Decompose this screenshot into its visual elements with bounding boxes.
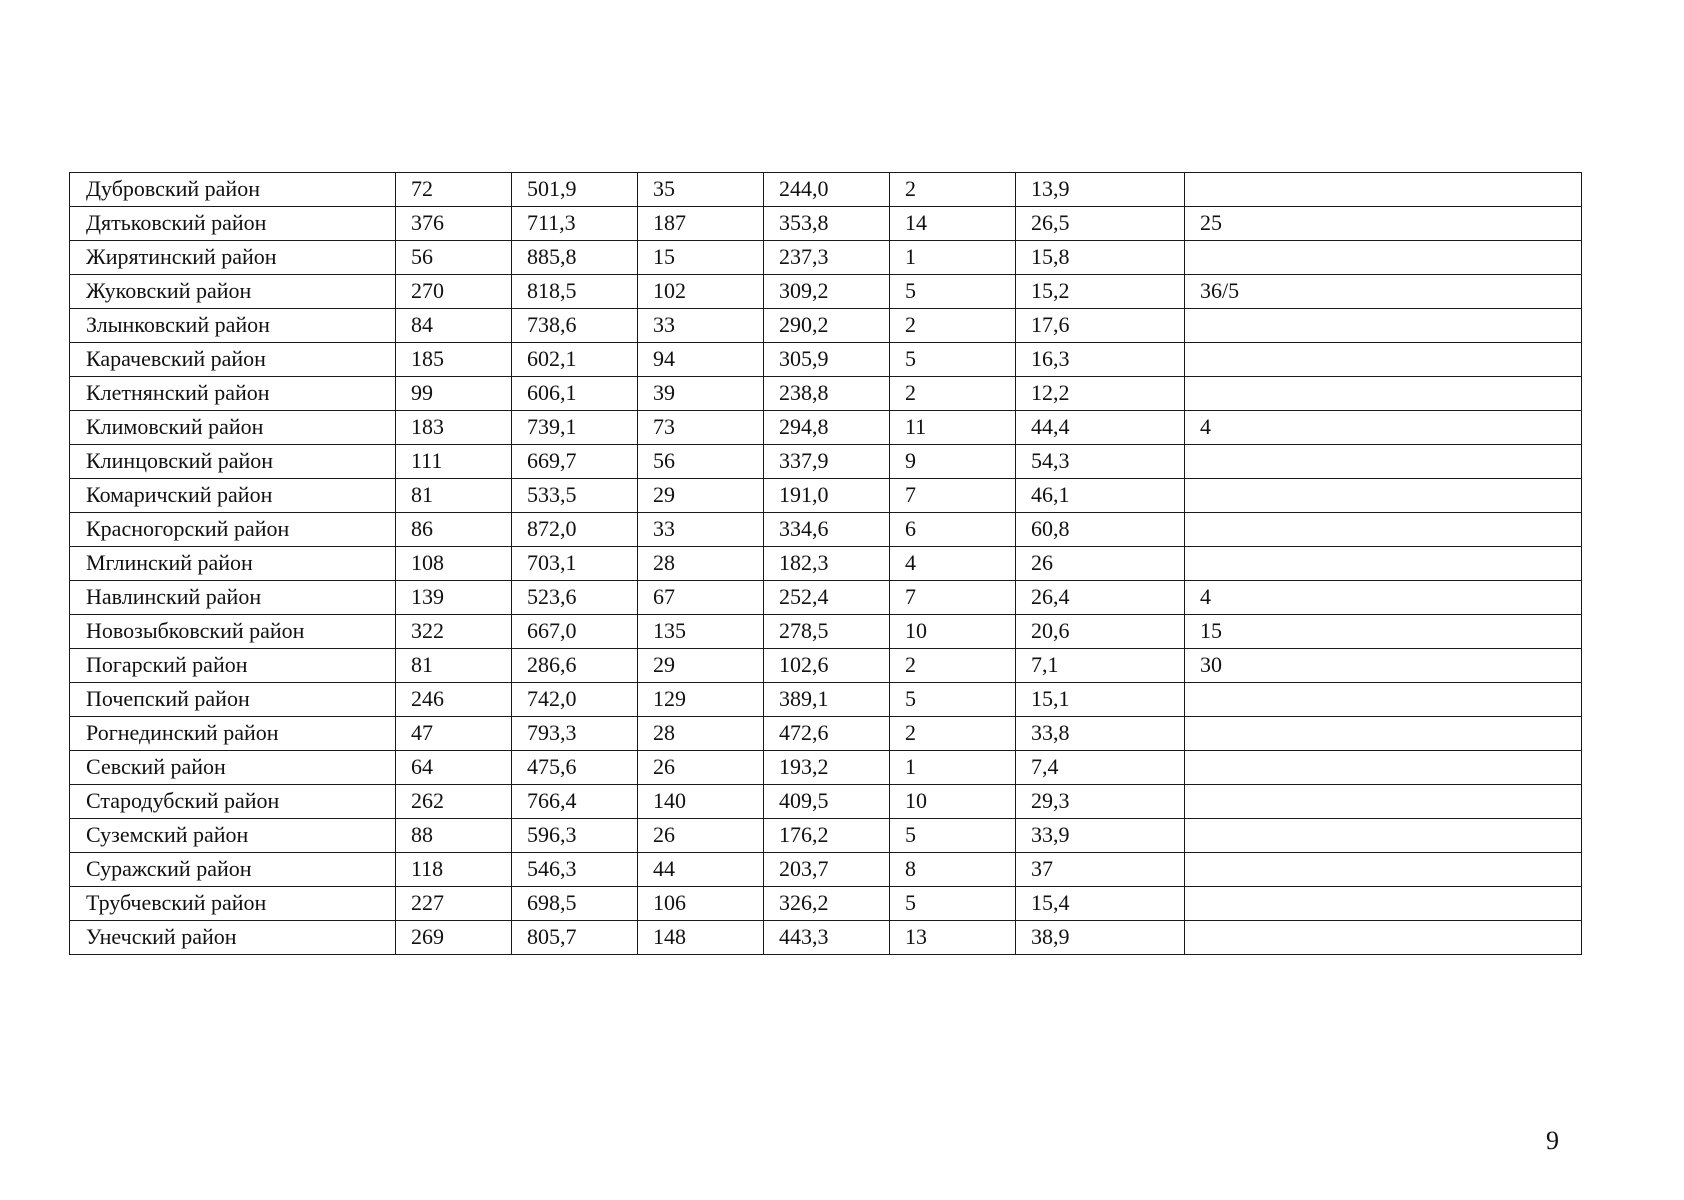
table-row bbox=[70, 751, 1582, 785]
value-cell-col-6: 16,3 bbox=[1016, 343, 1185, 377]
district-statistics-table bbox=[69, 172, 1582, 955]
value-cell-col-1: 322 bbox=[396, 615, 512, 649]
value-cell-col-7 bbox=[1185, 717, 1582, 751]
value-cell-col-2: 739,1 bbox=[512, 411, 638, 445]
value-cell-col-2: 766,4 bbox=[512, 785, 638, 819]
value-cell-col-1: 64 bbox=[396, 751, 512, 785]
value-cell-col-5: 2 bbox=[890, 309, 1016, 343]
value-cell-col-5: 7 bbox=[890, 581, 1016, 615]
value-cell-col-2: 711,3 bbox=[512, 207, 638, 241]
district-name-cell: Комаричский район bbox=[70, 479, 396, 513]
value-cell-col-3: 33 bbox=[638, 513, 764, 547]
table-row bbox=[70, 853, 1582, 887]
value-cell-col-3: 73 bbox=[638, 411, 764, 445]
value-cell-col-1: 81 bbox=[396, 649, 512, 683]
district-name-cell: Дятьковский район bbox=[70, 207, 396, 241]
value-cell-col-4: 337,9 bbox=[764, 445, 890, 479]
value-cell-col-1: 86 bbox=[396, 513, 512, 547]
value-cell-col-7: 30 bbox=[1185, 649, 1582, 683]
value-cell-col-2: 501,9 bbox=[512, 173, 638, 207]
value-cell-col-4: 334,6 bbox=[764, 513, 890, 547]
value-cell-col-4: 443,3 bbox=[764, 921, 890, 955]
table-row bbox=[70, 887, 1582, 921]
value-cell-col-6: 29,3 bbox=[1016, 785, 1185, 819]
value-cell-col-6: 33,8 bbox=[1016, 717, 1185, 751]
value-cell-col-4: 102,6 bbox=[764, 649, 890, 683]
value-cell-col-4: 290,2 bbox=[764, 309, 890, 343]
value-cell-col-5: 5 bbox=[890, 683, 1016, 717]
value-cell-col-3: 140 bbox=[638, 785, 764, 819]
value-cell-col-1: 270 bbox=[396, 275, 512, 309]
value-cell-col-3: 29 bbox=[638, 649, 764, 683]
value-cell-col-1: 84 bbox=[396, 309, 512, 343]
table-row bbox=[70, 207, 1582, 241]
value-cell-col-4: 353,8 bbox=[764, 207, 890, 241]
value-cell-col-1: 81 bbox=[396, 479, 512, 513]
value-cell-col-5: 1 bbox=[890, 241, 1016, 275]
value-cell-col-6: 33,9 bbox=[1016, 819, 1185, 853]
value-cell-col-7 bbox=[1185, 751, 1582, 785]
value-cell-col-6: 17,6 bbox=[1016, 309, 1185, 343]
value-cell-col-3: 15 bbox=[638, 241, 764, 275]
value-cell-col-6: 20,6 bbox=[1016, 615, 1185, 649]
value-cell-col-1: 56 bbox=[396, 241, 512, 275]
value-cell-col-5: 5 bbox=[890, 819, 1016, 853]
value-cell-col-2: 546,3 bbox=[512, 853, 638, 887]
value-cell-col-4: 252,4 bbox=[764, 581, 890, 615]
value-cell-col-2: 738,6 bbox=[512, 309, 638, 343]
table-row bbox=[70, 683, 1582, 717]
value-cell-col-5: 2 bbox=[890, 649, 1016, 683]
value-cell-col-4: 472,6 bbox=[764, 717, 890, 751]
value-cell-col-2: 475,6 bbox=[512, 751, 638, 785]
value-cell-col-4: 305,9 bbox=[764, 343, 890, 377]
district-name-cell: Дубровский район bbox=[70, 173, 396, 207]
district-name-cell: Севский район bbox=[70, 751, 396, 785]
value-cell-col-5: 2 bbox=[890, 717, 1016, 751]
district-name-cell: Новозыбковский район bbox=[70, 615, 396, 649]
value-cell-col-2: 805,7 bbox=[512, 921, 638, 955]
value-cell-col-7 bbox=[1185, 853, 1582, 887]
value-cell-col-4: 238,8 bbox=[764, 377, 890, 411]
value-cell-col-1: 118 bbox=[396, 853, 512, 887]
value-cell-col-3: 33 bbox=[638, 309, 764, 343]
value-cell-col-1: 269 bbox=[396, 921, 512, 955]
value-cell-col-4: 294,8 bbox=[764, 411, 890, 445]
value-cell-col-1: 72 bbox=[396, 173, 512, 207]
value-cell-col-1: 99 bbox=[396, 377, 512, 411]
value-cell-col-3: 106 bbox=[638, 887, 764, 921]
table-row bbox=[70, 411, 1582, 445]
value-cell-col-3: 26 bbox=[638, 819, 764, 853]
value-cell-col-6: 46,1 bbox=[1016, 479, 1185, 513]
district-name-cell: Мглинский район bbox=[70, 547, 396, 581]
table-row bbox=[70, 717, 1582, 751]
value-cell-col-4: 193,2 bbox=[764, 751, 890, 785]
value-cell-col-6: 38,9 bbox=[1016, 921, 1185, 955]
table-row bbox=[70, 275, 1582, 309]
value-cell-col-4: 244,0 bbox=[764, 173, 890, 207]
value-cell-col-3: 187 bbox=[638, 207, 764, 241]
value-cell-col-4: 309,2 bbox=[764, 275, 890, 309]
value-cell-col-3: 28 bbox=[638, 547, 764, 581]
table-row bbox=[70, 513, 1582, 547]
value-cell-col-5: 6 bbox=[890, 513, 1016, 547]
value-cell-col-7: 4 bbox=[1185, 581, 1582, 615]
table-row bbox=[70, 445, 1582, 479]
value-cell-col-2: 602,1 bbox=[512, 343, 638, 377]
value-cell-col-2: 286,6 bbox=[512, 649, 638, 683]
value-cell-col-7 bbox=[1185, 819, 1582, 853]
value-cell-col-2: 872,0 bbox=[512, 513, 638, 547]
value-cell-col-4: 237,3 bbox=[764, 241, 890, 275]
district-name-cell: Унечский район bbox=[70, 921, 396, 955]
value-cell-col-2: 606,1 bbox=[512, 377, 638, 411]
value-cell-col-1: 227 bbox=[396, 887, 512, 921]
value-cell-col-7 bbox=[1185, 785, 1582, 819]
value-cell-col-6: 7,4 bbox=[1016, 751, 1185, 785]
value-cell-col-1: 111 bbox=[396, 445, 512, 479]
value-cell-col-7 bbox=[1185, 513, 1582, 547]
value-cell-col-5: 5 bbox=[890, 887, 1016, 921]
district-name-cell: Погарский район bbox=[70, 649, 396, 683]
value-cell-col-3: 67 bbox=[638, 581, 764, 615]
value-cell-col-2: 793,3 bbox=[512, 717, 638, 751]
value-cell-col-1: 262 bbox=[396, 785, 512, 819]
table-row bbox=[70, 649, 1582, 683]
value-cell-col-3: 39 bbox=[638, 377, 764, 411]
value-cell-col-3: 148 bbox=[638, 921, 764, 955]
value-cell-col-6: 60,8 bbox=[1016, 513, 1185, 547]
district-name-cell: Суземский район bbox=[70, 819, 396, 853]
value-cell-col-1: 139 bbox=[396, 581, 512, 615]
value-cell-col-7 bbox=[1185, 377, 1582, 411]
value-cell-col-6: 12,2 bbox=[1016, 377, 1185, 411]
value-cell-col-6: 7,1 bbox=[1016, 649, 1185, 683]
district-name-cell: Почепский район bbox=[70, 683, 396, 717]
table-body bbox=[70, 173, 1582, 955]
table-row bbox=[70, 377, 1582, 411]
table-row bbox=[70, 615, 1582, 649]
value-cell-col-3: 28 bbox=[638, 717, 764, 751]
value-cell-col-7 bbox=[1185, 445, 1582, 479]
value-cell-col-3: 135 bbox=[638, 615, 764, 649]
value-cell-col-3: 26 bbox=[638, 751, 764, 785]
value-cell-col-2: 818,5 bbox=[512, 275, 638, 309]
value-cell-col-5: 10 bbox=[890, 615, 1016, 649]
value-cell-col-4: 278,5 bbox=[764, 615, 890, 649]
value-cell-col-7 bbox=[1185, 173, 1582, 207]
value-cell-col-1: 47 bbox=[396, 717, 512, 751]
table-row bbox=[70, 309, 1582, 343]
value-cell-col-7 bbox=[1185, 921, 1582, 955]
value-cell-col-6: 15,1 bbox=[1016, 683, 1185, 717]
value-cell-col-5: 13 bbox=[890, 921, 1016, 955]
value-cell-col-4: 389,1 bbox=[764, 683, 890, 717]
value-cell-col-6: 15,8 bbox=[1016, 241, 1185, 275]
table-row bbox=[70, 581, 1582, 615]
value-cell-col-6: 13,9 bbox=[1016, 173, 1185, 207]
table-row bbox=[70, 921, 1582, 955]
value-cell-col-7 bbox=[1185, 683, 1582, 717]
value-cell-col-7 bbox=[1185, 479, 1582, 513]
value-cell-col-1: 246 bbox=[396, 683, 512, 717]
value-cell-col-5: 5 bbox=[890, 275, 1016, 309]
value-cell-col-6: 44,4 bbox=[1016, 411, 1185, 445]
value-cell-col-6: 37 bbox=[1016, 853, 1185, 887]
value-cell-col-5: 2 bbox=[890, 173, 1016, 207]
value-cell-col-7 bbox=[1185, 241, 1582, 275]
table-row bbox=[70, 547, 1582, 581]
value-cell-col-5: 14 bbox=[890, 207, 1016, 241]
value-cell-col-1: 88 bbox=[396, 819, 512, 853]
district-name-cell: Жирятинский район bbox=[70, 241, 396, 275]
value-cell-col-3: 56 bbox=[638, 445, 764, 479]
table-row bbox=[70, 241, 1582, 275]
table-row bbox=[70, 819, 1582, 853]
value-cell-col-6: 15,4 bbox=[1016, 887, 1185, 921]
district-name-cell: Суражский район bbox=[70, 853, 396, 887]
district-name-cell: Рогнединский район bbox=[70, 717, 396, 751]
value-cell-col-2: 523,6 bbox=[512, 581, 638, 615]
district-name-cell: Клетнянский район bbox=[70, 377, 396, 411]
table-row bbox=[70, 343, 1582, 377]
value-cell-col-6: 26,5 bbox=[1016, 207, 1185, 241]
value-cell-col-2: 698,5 bbox=[512, 887, 638, 921]
table-row bbox=[70, 785, 1582, 819]
value-cell-col-5: 7 bbox=[890, 479, 1016, 513]
value-cell-col-3: 129 bbox=[638, 683, 764, 717]
value-cell-col-1: 185 bbox=[396, 343, 512, 377]
value-cell-col-4: 176,2 bbox=[764, 819, 890, 853]
value-cell-col-6: 26,4 bbox=[1016, 581, 1185, 615]
value-cell-col-5: 5 bbox=[890, 343, 1016, 377]
district-name-cell: Злынковский район bbox=[70, 309, 396, 343]
value-cell-col-7 bbox=[1185, 547, 1582, 581]
district-name-cell: Климовский район bbox=[70, 411, 396, 445]
value-cell-col-5: 11 bbox=[890, 411, 1016, 445]
value-cell-col-2: 596,3 bbox=[512, 819, 638, 853]
value-cell-col-5: 1 bbox=[890, 751, 1016, 785]
value-cell-col-6: 54,3 bbox=[1016, 445, 1185, 479]
value-cell-col-6: 26 bbox=[1016, 547, 1185, 581]
district-name-cell: Жуковский район bbox=[70, 275, 396, 309]
value-cell-col-2: 703,1 bbox=[512, 547, 638, 581]
district-name-cell: Стародубский район bbox=[70, 785, 396, 819]
district-name-cell: Карачевский район bbox=[70, 343, 396, 377]
value-cell-col-3: 102 bbox=[638, 275, 764, 309]
value-cell-col-4: 203,7 bbox=[764, 853, 890, 887]
value-cell-col-2: 669,7 bbox=[512, 445, 638, 479]
value-cell-col-3: 44 bbox=[638, 853, 764, 887]
district-name-cell: Клинцовский район bbox=[70, 445, 396, 479]
value-cell-col-5: 10 bbox=[890, 785, 1016, 819]
value-cell-col-4: 191,0 bbox=[764, 479, 890, 513]
value-cell-col-2: 885,8 bbox=[512, 241, 638, 275]
page-number: 9 bbox=[1546, 1126, 1559, 1155]
table-row bbox=[70, 173, 1582, 207]
district-name-cell: Красногорский район bbox=[70, 513, 396, 547]
value-cell-col-1: 108 bbox=[396, 547, 512, 581]
value-cell-col-1: 183 bbox=[396, 411, 512, 445]
value-cell-col-7: 15 bbox=[1185, 615, 1582, 649]
value-cell-col-4: 182,3 bbox=[764, 547, 890, 581]
value-cell-col-2: 742,0 bbox=[512, 683, 638, 717]
value-cell-col-5: 8 bbox=[890, 853, 1016, 887]
value-cell-col-6: 15,2 bbox=[1016, 275, 1185, 309]
value-cell-col-2: 667,0 bbox=[512, 615, 638, 649]
district-name-cell: Трубчевский район bbox=[70, 887, 396, 921]
value-cell-col-7 bbox=[1185, 887, 1582, 921]
value-cell-col-1: 376 bbox=[396, 207, 512, 241]
value-cell-col-3: 35 bbox=[638, 173, 764, 207]
district-name-cell: Навлинский район bbox=[70, 581, 396, 615]
value-cell-col-4: 409,5 bbox=[764, 785, 890, 819]
value-cell-col-2: 533,5 bbox=[512, 479, 638, 513]
value-cell-col-5: 2 bbox=[890, 377, 1016, 411]
value-cell-col-3: 29 bbox=[638, 479, 764, 513]
value-cell-col-7: 25 bbox=[1185, 207, 1582, 241]
value-cell-col-7: 4 bbox=[1185, 411, 1582, 445]
value-cell-col-5: 4 bbox=[890, 547, 1016, 581]
value-cell-col-7 bbox=[1185, 343, 1582, 377]
value-cell-col-7: 36/5 bbox=[1185, 275, 1582, 309]
value-cell-col-7 bbox=[1185, 309, 1582, 343]
value-cell-col-3: 94 bbox=[638, 343, 764, 377]
value-cell-col-5: 9 bbox=[890, 445, 1016, 479]
table-row bbox=[70, 479, 1582, 513]
value-cell-col-4: 326,2 bbox=[764, 887, 890, 921]
